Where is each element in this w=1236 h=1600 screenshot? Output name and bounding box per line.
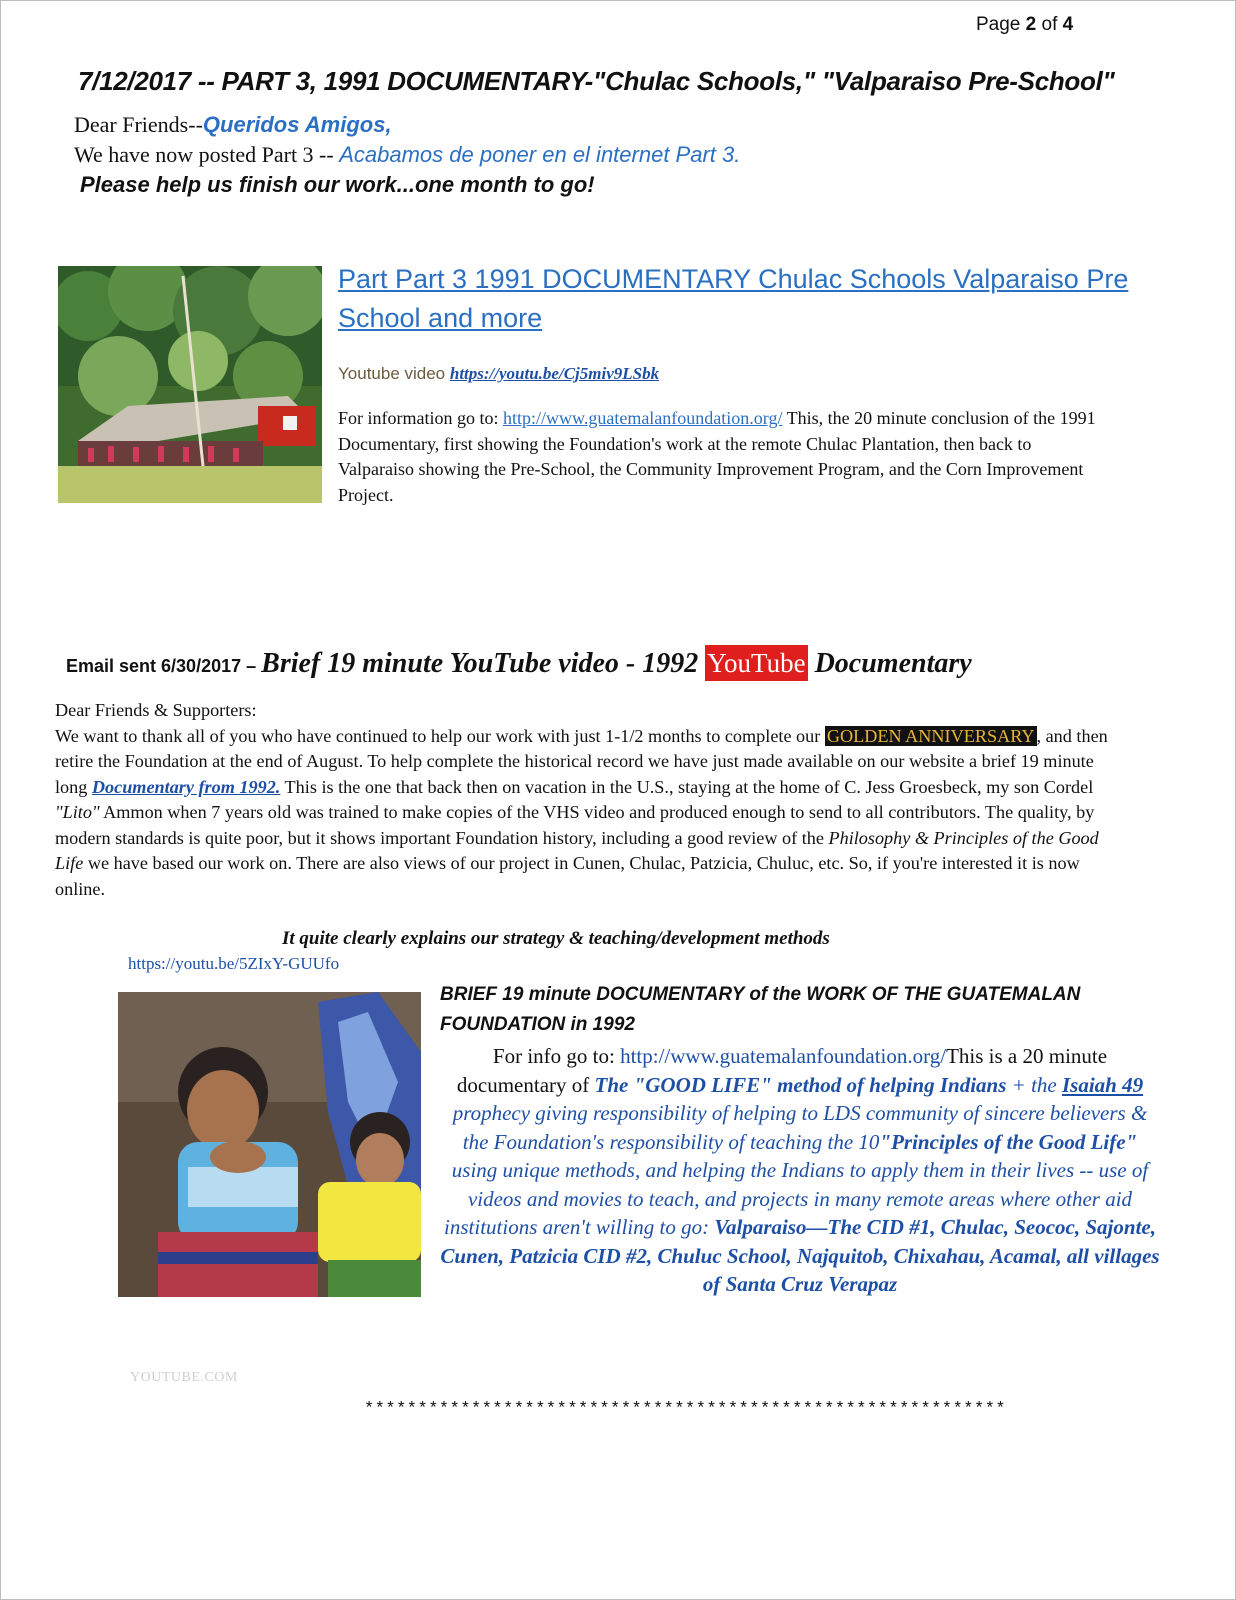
video2-youtube-link[interactable]: https://youtu.be/5ZIxY-GUUfo bbox=[128, 954, 340, 973]
greeting-es: Queridos Amigos, bbox=[202, 112, 392, 137]
video1-youtube-link[interactable]: https://youtu.be/Cj5miv9LSbk bbox=[449, 364, 660, 383]
strategy-note: It quite clearly explains our strategy & teaching/development methods bbox=[282, 928, 830, 949]
video2-info: For info go to: http://www.guatemalanfoundation.org/This is a 20 minute documentary of The "GOOD LIFE" method of helping Indians + the Isaiah 49 prophecy giving responsibility of helping to LDS community of sincere believers & the Foundation's responsibility of teaching the 10"Principles of the Good Life" using unique methods, and helping the Indians to apply them in their lives -- use of videos and movies to teach, and projects in many remote areas where other aid institutions aren't willing to go: Valparaiso—The CID #1, Chulac, Seococ, Sajonte, Cunen, Patzicia CID #2, Chuluc School, Najquitob, Chixahau, Acamal, all villages of Santa Cruz Verapaz bbox=[440, 1044, 1160, 1296]
separator-stars: ************************************************************ bbox=[364, 1400, 1007, 1419]
youtube-com-caption: YOUTUBE.COM bbox=[130, 1370, 238, 1385]
video1-thumbnail[interactable] bbox=[58, 266, 322, 503]
section2-title: Email sent 6/30/2017 – Brief 19 minute YouTube video - 1992 YouTube Documentary bbox=[66, 645, 972, 681]
salutation: Dear Friends & Supporters: bbox=[55, 700, 257, 720]
greeting-block bbox=[74, 110, 740, 170]
school-photo-image bbox=[58, 266, 322, 503]
please-help: Please help us finish our work...one month to go! bbox=[80, 172, 595, 197]
posted-en: We have now posted Part 3 -- bbox=[74, 142, 340, 167]
section1-title: 7/12/2017 -- PART 3, 1991 DOCUMENTARY-"Chulac Schools," "Valparaiso Pre-School" bbox=[78, 66, 1115, 96]
section2-body: Dear Friends & Supporters: We want to thank all of you who have continued to help our work with just 1-1/2 months to complete our GOLDEN ANNIVERSARY , and then retire the Foundation at the end of August. To help complete the historical record we have just made available on our website a brief 19 minute long Documentary from 1992. This is the one that back then on vacation in the U.S., staying at the home of C. Jess Groesbeck, my son Cordel "Lito" Ammon when 7 years old was trained to make copies of the VHS video and produced enough to send to all contributors. The quality, by modern standards is quite poor, but it shows important Foundation history, including a good review of the Philosophy & Principles of the Good Life we have based our work on. There are also views of our project in Cunen, Chulac, Patzicia, Chuluc, etc. So, if you're interested it is now online. bbox=[55, 698, 1130, 902]
youtube-badge: YouTube bbox=[705, 645, 807, 681]
page-number: Page 2 of 4 bbox=[976, 14, 1074, 35]
children-photo-image bbox=[118, 992, 421, 1297]
greeting-en: Dear Friends-- bbox=[74, 112, 203, 137]
golden-anniversary-highlight: GOLDEN ANNIVERSARY bbox=[826, 725, 1035, 746]
foundation-link-2[interactable]: http://www.guatemalanfoundation.org/ bbox=[620, 1044, 947, 1068]
video1-title-link[interactable]: Part Part 3 1991 DOCUMENTARY Chulac Schools Valparaiso Pre School and more bbox=[338, 264, 1129, 333]
video2-thumbnail[interactable] bbox=[118, 992, 421, 1297]
video1-youtube-line: Youtube video https://youtu.be/Cj5miv9LSbk bbox=[338, 364, 660, 383]
video2-title: BRIEF 19 minute DOCUMENTARY of the WORK OF THE GUATEMALAN FOUNDATION in 1992 bbox=[440, 984, 1081, 1035]
documentary-1992-link[interactable]: Documentary from 1992. bbox=[91, 776, 281, 797]
foundation-link-1[interactable]: http://www.guatemalanfoundation.org/ bbox=[503, 408, 783, 428]
video1-info: For information go to: http://www.guatemalanfoundation.org/ This, the 20 minute conclusion of the 1991 Documentary, first showing the Foundation's work at the remote Chulac Plantation, then back to Valparaiso showing the Pre-School, the Community Improvement Program, and the Corn Improvement Project. bbox=[338, 408, 1096, 505]
posted-es: Acabamos de poner en el internet Part 3. bbox=[339, 142, 741, 167]
